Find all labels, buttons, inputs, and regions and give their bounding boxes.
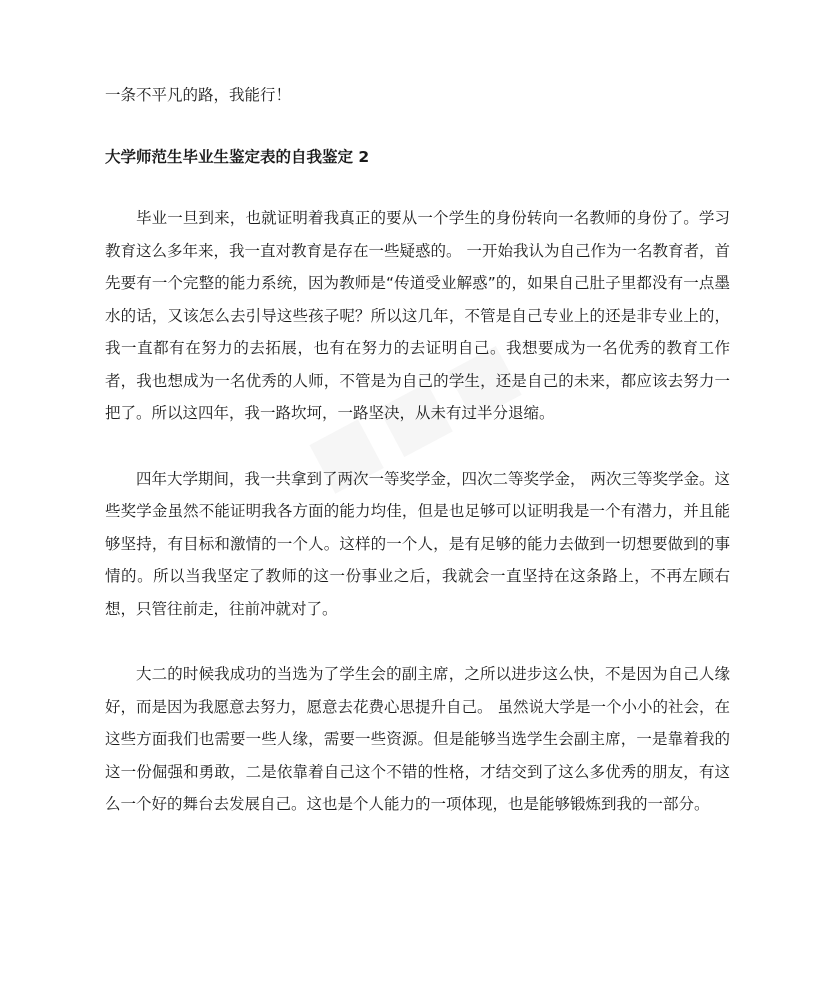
paragraph-student-union: 大二的时候我成功的当选为了学生会的副主席，之所以进步这么快，不是因为自己人缘好，而是因为我愿意去努力，愿意去花费心思提升自己。 虽然说大学是一个小小的社会，在这些方面我们也需要一些人缘，需要一些资源。但是能够当选学生会副主席，一是靠着我的这一份倔强和勇敢，二是依靠着自己这个不错的性格，才结交到了这么多优秀的朋友，有这么一个好的舞台去发展自己。这也是个人能力的一项体现，也是能够锻炼到我的一部分。 [105, 665, 730, 813]
section-heading: 大学师范生毕业生鉴定表的自我鉴定 2 [105, 148, 370, 166]
paragraph-graduation: 毕业一旦到来，也就证明着我真正的要从一个学生的身份转向一名教师的身份了。学习教育这么多年来，我一直对教育是存在一些疑惑的。 一开始我认为自己作为一名教育者，首先要有一个完整的能力系统，因为教师是“传道受业解惑”的，如果自己肚子里都没有一点墨水的话，又该怎么去引导这些孩子呢？所以这几年，不管是自己专业上的还是非专业上的，我一直都有在努力的去拓展，也有在努力的去证明自己。我想要成为一名优秀的教育工作者，我也想成为一名优秀的人师，不管是为自己的学生，还是自己的未来，都应该去努力一把了。所以这四年，我一路坎坷，一路坚决，从未有过半分退缩。 [105, 209, 730, 422]
document-body [105, 80, 730, 821]
intro-line: 一条不平凡的路，我能行！ [105, 86, 292, 104]
paragraph-scholarships: 四年大学期间，我一共拿到了两次一等奖学金，四次二等奖学金， 两次三等奖学金。这些奖学金虽然不能证明我各方面的能力均佳，但是也足够可以证明我是一个有潜力，并且能够坚持，有目标和激情的一个人。这样的一个人，是有足够的能力去做到一切想要做到的事情的。所以当我坚定了教师的这一份事业之后，我就会一直坚持在这条路上，不再左顾右想，只管往前走，往前冲就对了。 [105, 469, 730, 618]
